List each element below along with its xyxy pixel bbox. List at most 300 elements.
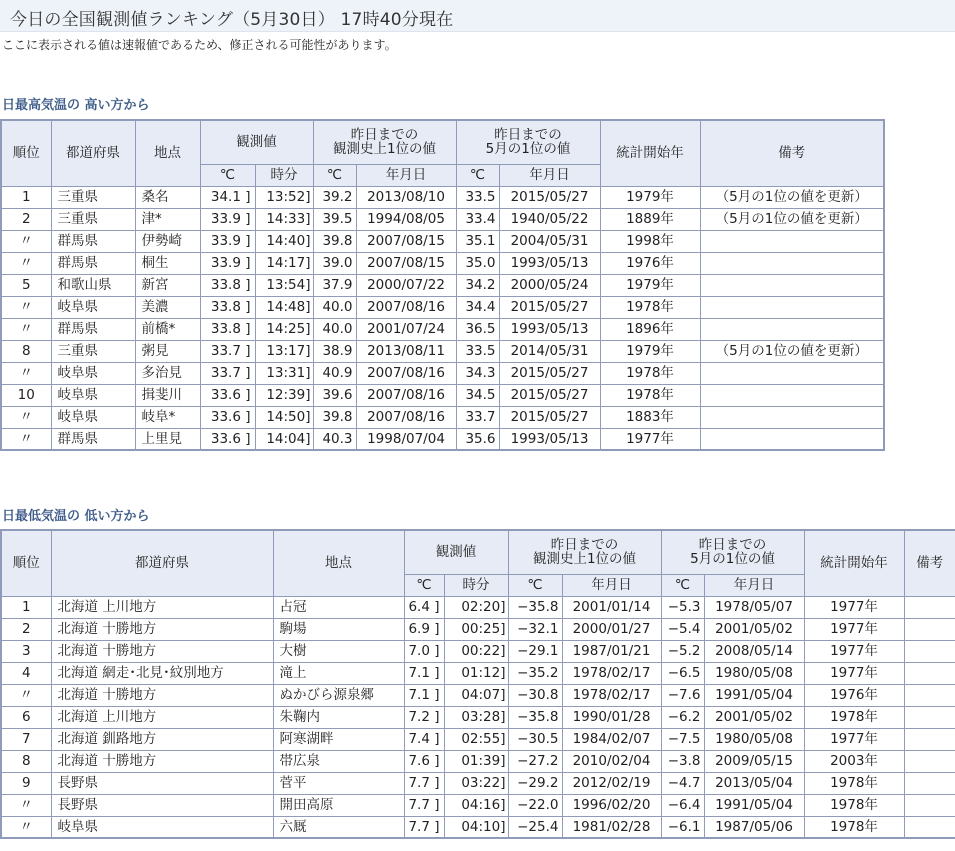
header-rank: 順位 <box>1 530 51 596</box>
observed-value-cell: 33.8 ] <box>200 274 255 296</box>
record-all-value-cell: −35.8 <box>508 596 562 618</box>
record-all-value-cell: 40.9 <box>313 362 356 384</box>
record-all-date-cell: 2000/01/27 <box>562 618 661 640</box>
record-all-value-cell: 39.6 <box>313 384 356 406</box>
header-record-may <box>661 530 804 574</box>
record-all-value-cell: 39.8 <box>313 406 356 428</box>
remarks-cell <box>700 230 884 252</box>
place-cell: 大樹 <box>273 640 404 662</box>
record-all-date-cell: 2010/02/04 <box>562 750 661 772</box>
start-year-cell: 2003年 <box>804 750 904 772</box>
header-start-year: 統計開始年 <box>600 120 700 186</box>
prefecture-cell: 北海道 上川地方 <box>51 706 273 728</box>
record-all-date-cell: 2007/08/16 <box>356 362 456 384</box>
rank-cell: 〃 <box>1 816 51 838</box>
record-may-date-cell: 1940/05/22 <box>499 208 600 230</box>
start-year-cell: 1978年 <box>804 816 904 838</box>
high-table-body <box>1 186 884 450</box>
table-row <box>1 406 884 428</box>
observed-value-cell: 7.4 ] <box>404 728 444 750</box>
record-all-value-cell: −25.4 <box>508 816 562 838</box>
place-cell: 開田高原 <box>273 794 404 816</box>
prefecture-cell: 和歌山県 <box>51 274 135 296</box>
header-obs-celsius: ℃ <box>404 574 444 596</box>
record-all-date-cell: 2007/08/15 <box>356 252 456 274</box>
record-may-value-cell: −7.5 <box>661 728 704 750</box>
observed-time-cell: 14:40] <box>255 230 313 252</box>
table-row <box>1 684 955 706</box>
record-all-value-cell: 39.0 <box>313 252 356 274</box>
header-obs-time: 時分 <box>444 574 508 596</box>
record-may-date-cell: 1993/05/13 <box>499 428 600 450</box>
start-year-cell: 1978年 <box>600 296 700 318</box>
rank-cell: 1 <box>1 186 51 208</box>
record-all-date-cell: 1978/02/17 <box>562 662 661 684</box>
prefecture-cell: 岐阜県 <box>51 296 135 318</box>
remarks-cell <box>700 318 884 340</box>
record-may-date-cell: 1993/05/13 <box>499 252 600 274</box>
header-remarks: 備考 <box>904 530 955 596</box>
observed-time-cell: 12:39] <box>255 384 313 406</box>
remarks-cell <box>700 428 884 450</box>
record-may-value-cell: −4.7 <box>661 772 704 794</box>
record-all-date-cell: 1990/01/28 <box>562 706 661 728</box>
place-cell: 占冠 <box>273 596 404 618</box>
start-year-cell: 1979年 <box>600 186 700 208</box>
place-cell: 六厩 <box>273 816 404 838</box>
record-all-value-cell: 40.0 <box>313 318 356 340</box>
observed-time-cell: 14:50] <box>255 406 313 428</box>
rank-cell: 〃 <box>1 406 51 428</box>
record-may-value-cell: 35.6 <box>456 428 499 450</box>
record-may-value-cell: 34.2 <box>456 274 499 296</box>
table-row <box>1 794 955 816</box>
record-may-date-cell: 2009/05/15 <box>704 750 804 772</box>
table-row <box>1 296 884 318</box>
notice-text: ここに表示される値は速報値であるため、修正される可能性があります。 <box>2 38 397 52</box>
remarks-cell <box>700 406 884 428</box>
remarks-cell <box>700 252 884 274</box>
page-title: 今日の全国観測値ランキング（5月30日） 17時40分現在 <box>10 10 454 30</box>
prefecture-cell: 長野県 <box>51 794 273 816</box>
observed-value-cell: 33.9 ] <box>200 208 255 230</box>
record-may-value-cell: −6.4 <box>661 794 704 816</box>
header-place: 地点 <box>273 530 404 596</box>
rank-cell: 8 <box>1 750 51 772</box>
record-may-value-cell: 35.0 <box>456 252 499 274</box>
record-all-value-cell: −35.2 <box>508 662 562 684</box>
table-row <box>1 816 955 838</box>
header-record-may-line2: 5月の1位の値 <box>485 141 571 158</box>
observed-value-cell: 6.4 ] <box>404 596 444 618</box>
prefecture-cell: 岐阜県 <box>51 816 273 838</box>
record-all-value-cell: 37.9 <box>313 274 356 296</box>
record-all-value-cell: 38.9 <box>313 340 356 362</box>
header-record-all-celsius: ℃ <box>508 574 562 596</box>
header-record-may-date: 年月日 <box>704 574 804 596</box>
table-row <box>1 772 955 794</box>
observed-time-cell: 04:07] <box>444 684 508 706</box>
table-row <box>1 618 955 640</box>
record-all-date-cell: 2007/08/16 <box>356 406 456 428</box>
header-record-may-line1: 昨日までの <box>698 537 767 554</box>
header-place: 地点 <box>135 120 200 186</box>
observed-time-cell: 03:28] <box>444 706 508 728</box>
observed-time-cell: 03:22] <box>444 772 508 794</box>
prefecture-cell: 北海道 上川地方 <box>51 596 273 618</box>
record-may-date-cell: 2015/05/27 <box>499 186 600 208</box>
record-may-date-cell: 2014/05/31 <box>499 340 600 362</box>
prefecture-cell: 長野県 <box>51 772 273 794</box>
prefecture-cell: 北海道 十勝地方 <box>51 684 273 706</box>
header-record-all <box>508 530 661 574</box>
record-may-value-cell: −3.8 <box>661 750 704 772</box>
observed-value-cell: 33.7 ] <box>200 340 255 362</box>
observed-value-cell: 33.8 ] <box>200 318 255 340</box>
prefecture-cell: 岐阜県 <box>51 362 135 384</box>
place-cell: 多治見 <box>135 362 200 384</box>
table-row <box>1 318 884 340</box>
observed-value-cell: 33.9 ] <box>200 230 255 252</box>
header-record-all-celsius: ℃ <box>313 164 356 186</box>
record-may-date-cell: 2001/05/02 <box>704 706 804 728</box>
header-prefecture: 都道府県 <box>51 120 135 186</box>
start-year-cell: 1976年 <box>804 684 904 706</box>
record-may-date-cell: 1991/05/04 <box>704 794 804 816</box>
place-cell: 粥見 <box>135 340 200 362</box>
record-all-value-cell: 39.8 <box>313 230 356 252</box>
observed-time-cell: 01:12] <box>444 662 508 684</box>
table-row <box>1 640 955 662</box>
observed-value-cell: 7.7 ] <box>404 772 444 794</box>
remarks-cell <box>904 618 955 640</box>
record-may-date-cell: 1991/05/04 <box>704 684 804 706</box>
start-year-cell: 1998年 <box>600 230 700 252</box>
place-cell: 津* <box>135 208 200 230</box>
rank-cell: 6 <box>1 706 51 728</box>
remarks-cell <box>904 596 955 618</box>
record-may-date-cell: 1980/05/08 <box>704 728 804 750</box>
observed-value-cell: 7.1 ] <box>404 684 444 706</box>
record-all-value-cell: −30.5 <box>508 728 562 750</box>
remarks-cell: （5月の1位の値を更新） <box>700 340 884 362</box>
start-year-cell: 1978年 <box>600 362 700 384</box>
record-all-date-cell: 2007/08/16 <box>356 296 456 318</box>
rank-cell: 〃 <box>1 684 51 706</box>
record-all-date-cell: 2001/01/14 <box>562 596 661 618</box>
record-all-date-cell: 2012/02/19 <box>562 772 661 794</box>
header-record-may-celsius: ℃ <box>661 574 704 596</box>
header-remarks: 備考 <box>700 120 884 186</box>
remarks-cell <box>904 794 955 816</box>
start-year-cell: 1979年 <box>600 340 700 362</box>
observed-time-cell: 00:25] <box>444 618 508 640</box>
header-record-may-celsius: ℃ <box>456 164 499 186</box>
rank-cell: 2 <box>1 618 51 640</box>
record-all-value-cell: −29.2 <box>508 772 562 794</box>
record-all-date-cell: 2013/08/10 <box>356 186 456 208</box>
start-year-cell: 1978年 <box>804 772 904 794</box>
place-cell: 帯広泉 <box>273 750 404 772</box>
header-observed: 観測値 <box>200 120 313 164</box>
record-may-value-cell: 34.4 <box>456 296 499 318</box>
prefecture-cell: 群馬県 <box>51 318 135 340</box>
header-obs-celsius: ℃ <box>200 164 255 186</box>
header-obs-time: 時分 <box>255 164 313 186</box>
rank-cell: 〃 <box>1 318 51 340</box>
start-year-cell: 1978年 <box>804 794 904 816</box>
record-all-value-cell: −35.8 <box>508 706 562 728</box>
rank-cell: 4 <box>1 662 51 684</box>
record-may-value-cell: 34.3 <box>456 362 499 384</box>
record-all-date-cell: 1987/01/21 <box>562 640 661 662</box>
header-record-may-date: 年月日 <box>499 164 600 186</box>
start-year-cell: 1977年 <box>600 428 700 450</box>
prefecture-cell: 群馬県 <box>51 428 135 450</box>
observed-time-cell: 14:48] <box>255 296 313 318</box>
place-cell: 美濃 <box>135 296 200 318</box>
prefecture-cell: 北海道 網走･北見･紋別地方 <box>51 662 273 684</box>
prefecture-cell: 岐阜県 <box>51 384 135 406</box>
rank-cell: 5 <box>1 274 51 296</box>
observed-value-cell: 7.7 ] <box>404 816 444 838</box>
table-row <box>1 252 884 274</box>
record-all-date-cell: 1978/02/17 <box>562 684 661 706</box>
record-may-value-cell: 33.5 <box>456 340 499 362</box>
observed-value-cell: 7.0 ] <box>404 640 444 662</box>
start-year-cell: 1977年 <box>804 618 904 640</box>
remarks-cell <box>700 362 884 384</box>
header-record-all-line1: 昨日までの <box>550 537 619 554</box>
low-section-title: 日最低気温の 低い方から <box>2 509 150 524</box>
record-may-value-cell: 33.4 <box>456 208 499 230</box>
record-all-value-cell: 40.0 <box>313 296 356 318</box>
remarks-cell: （5月の1位の値を更新） <box>700 208 884 230</box>
table-row <box>1 274 884 296</box>
record-all-date-cell: 2013/08/11 <box>356 340 456 362</box>
table-row <box>1 428 884 450</box>
prefecture-cell: 北海道 十勝地方 <box>51 618 273 640</box>
rank-cell: 〃 <box>1 362 51 384</box>
observed-time-cell: 01:39] <box>444 750 508 772</box>
header-record-all <box>313 120 456 164</box>
table-row <box>1 384 884 406</box>
record-all-date-cell: 1996/02/20 <box>562 794 661 816</box>
place-cell: 岐阜* <box>135 406 200 428</box>
high-section-title: 日最高気温の 高い方から <box>2 98 150 113</box>
table-row <box>1 728 955 750</box>
observed-value-cell: 33.6 ] <box>200 384 255 406</box>
observed-time-cell: 13:31] <box>255 362 313 384</box>
table-row <box>1 362 884 384</box>
record-all-date-cell: 2000/07/22 <box>356 274 456 296</box>
rank-cell: 8 <box>1 340 51 362</box>
record-may-date-cell: 2015/05/27 <box>499 296 600 318</box>
record-may-value-cell: −5.3 <box>661 596 704 618</box>
table-row <box>1 208 884 230</box>
record-may-value-cell: −6.1 <box>661 816 704 838</box>
prefecture-cell: 北海道 十勝地方 <box>51 640 273 662</box>
rank-cell: 3 <box>1 640 51 662</box>
observed-time-cell: 13:52] <box>255 186 313 208</box>
record-all-value-cell: −32.1 <box>508 618 562 640</box>
record-may-date-cell: 2013/05/04 <box>704 772 804 794</box>
header-record-all-line2: 観測史上1位の値 <box>532 551 637 568</box>
rank-cell: 1 <box>1 596 51 618</box>
observed-value-cell: 33.6 ] <box>200 406 255 428</box>
header-record-all-line1: 昨日までの <box>350 127 419 144</box>
record-may-date-cell: 1978/05/07 <box>704 596 804 618</box>
observed-value-cell: 33.8 ] <box>200 296 255 318</box>
record-may-value-cell: 36.5 <box>456 318 499 340</box>
record-all-value-cell: −27.2 <box>508 750 562 772</box>
prefecture-cell: 群馬県 <box>51 252 135 274</box>
header-record-all-line2: 観測史上1位の値 <box>332 141 437 158</box>
rank-cell: 9 <box>1 772 51 794</box>
observed-value-cell: 7.6 ] <box>404 750 444 772</box>
place-cell: 阿寒湖畔 <box>273 728 404 750</box>
record-may-date-cell: 2015/05/27 <box>499 362 600 384</box>
observed-time-cell: 14:17] <box>255 252 313 274</box>
observed-time-cell: 02:55] <box>444 728 508 750</box>
record-may-value-cell: −5.2 <box>661 640 704 662</box>
prefecture-cell: 三重県 <box>51 340 135 362</box>
record-all-value-cell: −22.0 <box>508 794 562 816</box>
record-may-value-cell: −6.2 <box>661 706 704 728</box>
remarks-cell: （5月の1位の値を更新） <box>700 186 884 208</box>
start-year-cell: 1977年 <box>804 728 904 750</box>
header-observed: 観測値 <box>404 530 508 574</box>
prefecture-cell: 北海道 十勝地方 <box>51 750 273 772</box>
observed-value-cell: 7.7 ] <box>404 794 444 816</box>
record-all-value-cell: 40.3 <box>313 428 356 450</box>
table-row <box>1 596 955 618</box>
record-may-value-cell: −7.6 <box>661 684 704 706</box>
record-may-date-cell: 2004/05/31 <box>499 230 600 252</box>
start-year-cell: 1978年 <box>804 706 904 728</box>
start-year-cell: 1977年 <box>804 662 904 684</box>
record-all-date-cell: 2001/07/24 <box>356 318 456 340</box>
place-cell: 駒場 <box>273 618 404 640</box>
record-may-date-cell: 1980/05/08 <box>704 662 804 684</box>
place-cell: ぬかびら源泉郷 <box>273 684 404 706</box>
prefecture-cell: 岐阜県 <box>51 406 135 428</box>
rank-cell: 〃 <box>1 794 51 816</box>
prefecture-cell: 三重県 <box>51 208 135 230</box>
record-all-value-cell: 39.5 <box>313 208 356 230</box>
observed-time-cell: 04:16] <box>444 794 508 816</box>
start-year-cell: 1978年 <box>600 384 700 406</box>
start-year-cell: 1977年 <box>804 596 904 618</box>
record-may-value-cell: 35.1 <box>456 230 499 252</box>
low-temp-table <box>0 529 955 839</box>
record-all-date-cell: 2007/08/15 <box>356 230 456 252</box>
observed-time-cell: 04:10] <box>444 816 508 838</box>
header-record-may-line2: 5月の1位の値 <box>690 551 775 568</box>
observed-value-cell: 6.9 ] <box>404 618 444 640</box>
observed-time-cell: 13:54] <box>255 274 313 296</box>
observed-value-cell: 34.1 ] <box>200 186 255 208</box>
record-may-date-cell: 2000/05/24 <box>499 274 600 296</box>
record-all-value-cell: −30.8 <box>508 684 562 706</box>
table-row <box>1 706 955 728</box>
place-cell: 桐生 <box>135 252 200 274</box>
remarks-cell <box>700 296 884 318</box>
record-all-value-cell: 39.2 <box>313 186 356 208</box>
high-temp-table <box>0 119 885 451</box>
place-cell: 上里見 <box>135 428 200 450</box>
record-all-date-cell: 2007/08/16 <box>356 384 456 406</box>
place-cell: 滝上 <box>273 662 404 684</box>
observed-value-cell: 7.1 ] <box>404 662 444 684</box>
place-cell: 揖斐川 <box>135 384 200 406</box>
rank-cell: 〃 <box>1 230 51 252</box>
record-may-date-cell: 1993/05/13 <box>499 318 600 340</box>
record-may-value-cell: 34.5 <box>456 384 499 406</box>
record-may-value-cell: −5.4 <box>661 618 704 640</box>
table-row <box>1 340 884 362</box>
place-cell: 伊勢崎 <box>135 230 200 252</box>
remarks-cell <box>904 772 955 794</box>
remarks-cell <box>904 750 955 772</box>
remarks-cell <box>700 384 884 406</box>
rank-cell: 7 <box>1 728 51 750</box>
header-record-may <box>456 120 600 164</box>
record-may-date-cell: 1987/05/06 <box>704 816 804 838</box>
rank-cell: 2 <box>1 208 51 230</box>
observed-value-cell: 33.6 ] <box>200 428 255 450</box>
record-may-value-cell: 33.5 <box>456 186 499 208</box>
observed-time-cell: 14:33] <box>255 208 313 230</box>
rank-cell: 〃 <box>1 428 51 450</box>
remarks-cell <box>700 274 884 296</box>
table-row <box>1 662 955 684</box>
start-year-cell: 1889年 <box>600 208 700 230</box>
prefecture-cell: 北海道 釧路地方 <box>51 728 273 750</box>
header-record-all-date: 年月日 <box>562 574 661 596</box>
table-row <box>1 750 955 772</box>
observed-time-cell: 14:25] <box>255 318 313 340</box>
record-all-date-cell: 1981/02/28 <box>562 816 661 838</box>
record-may-date-cell: 2015/05/27 <box>499 384 600 406</box>
header-prefecture: 都道府県 <box>51 530 273 596</box>
observed-value-cell: 7.2 ] <box>404 706 444 728</box>
header-record-may-line1: 昨日までの <box>494 127 562 144</box>
prefecture-cell: 三重県 <box>51 186 135 208</box>
rank-cell: 〃 <box>1 252 51 274</box>
table-row <box>1 186 884 208</box>
remarks-cell <box>904 640 955 662</box>
prefecture-cell: 群馬県 <box>51 230 135 252</box>
record-may-date-cell: 2008/05/14 <box>704 640 804 662</box>
observed-time-cell: 02:20] <box>444 596 508 618</box>
header-start-year: 統計開始年 <box>804 530 904 596</box>
start-year-cell: 1977年 <box>804 640 904 662</box>
record-all-value-cell: −29.1 <box>508 640 562 662</box>
observed-value-cell: 33.9 ] <box>200 252 255 274</box>
low-table-body <box>1 596 955 838</box>
header-record-all-date: 年月日 <box>356 164 456 186</box>
record-all-date-cell: 1998/07/04 <box>356 428 456 450</box>
remarks-cell <box>904 684 955 706</box>
place-cell: 前橋* <box>135 318 200 340</box>
record-may-date-cell: 2001/05/02 <box>704 618 804 640</box>
remarks-cell <box>904 728 955 750</box>
place-cell: 菅平 <box>273 772 404 794</box>
remarks-cell <box>904 816 955 838</box>
observed-value-cell: 33.7 ] <box>200 362 255 384</box>
table-row <box>1 230 884 252</box>
